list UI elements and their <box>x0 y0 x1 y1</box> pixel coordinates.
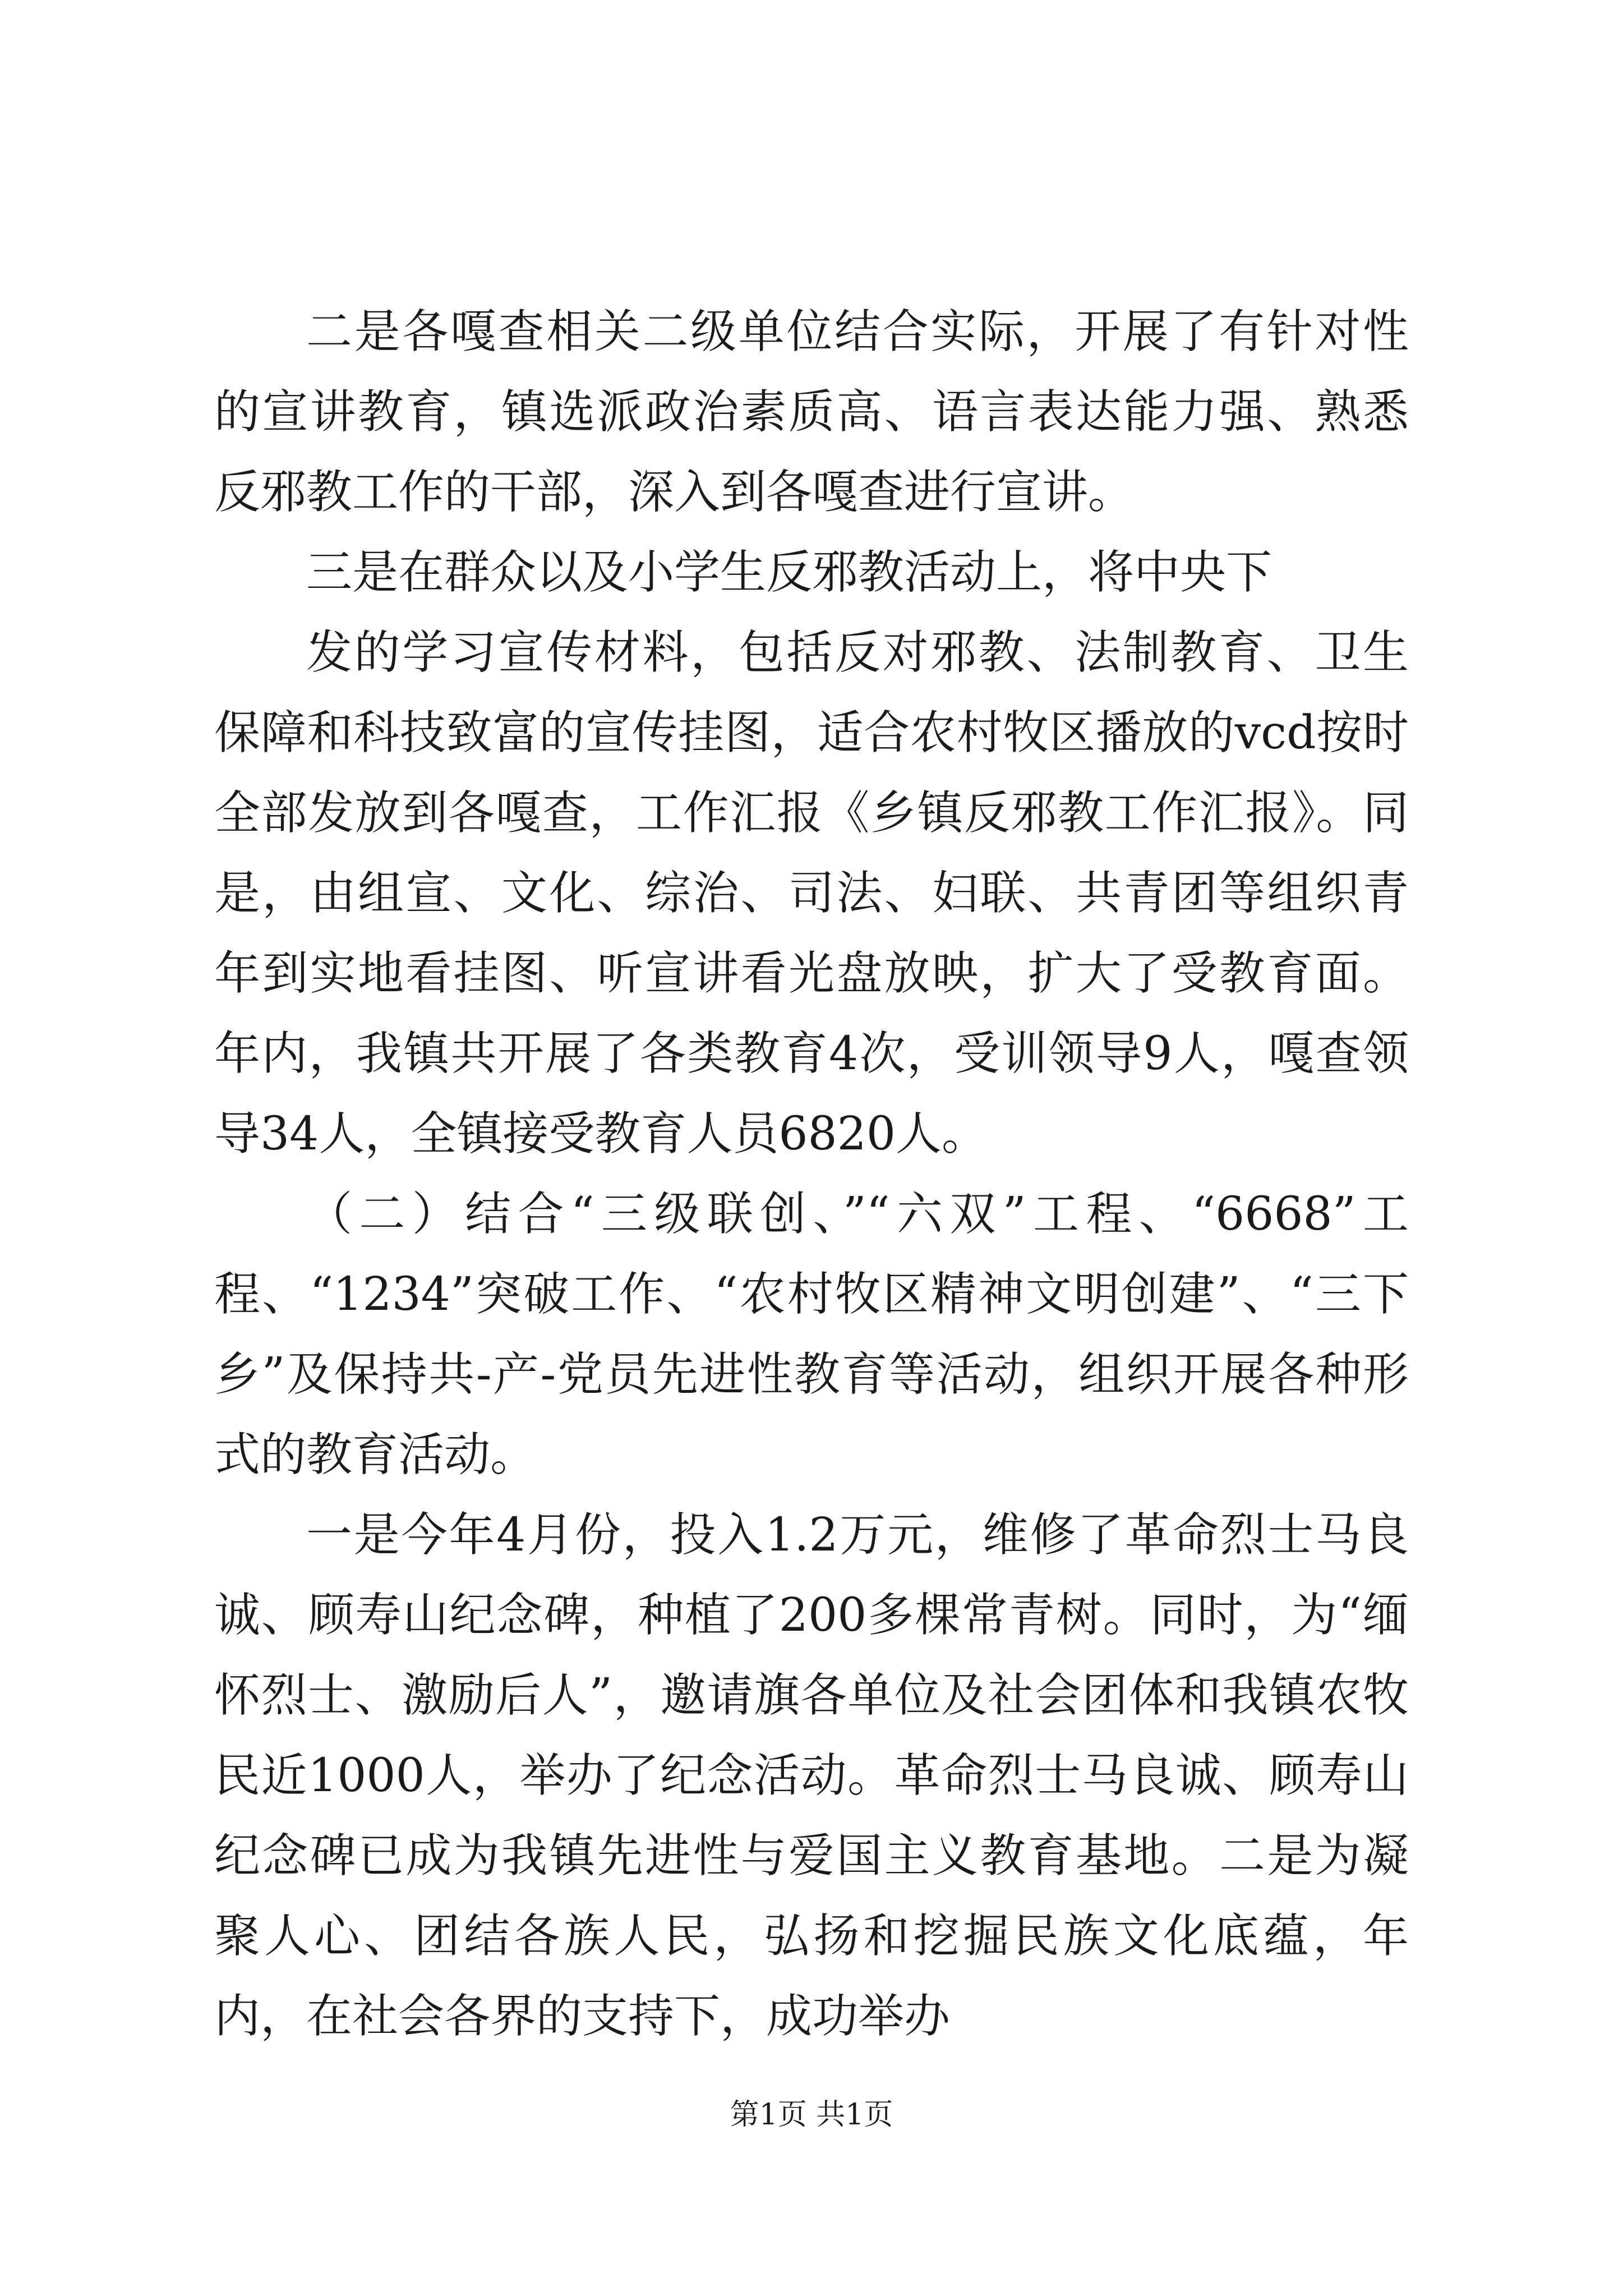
paragraph: 三是在群众以及小学生反邪教活动上，将中央下 <box>306 546 1272 599</box>
paragraph: （二）结合“三级联创、”“六双”工程、“6668”工程、“1234”突破工作、“农村牧区精神文明创建”、“三下乡”及保持共-产-党员先进性教育等活动，组织开展各种形式的教育活动。 <box>214 1188 1409 1481</box>
document-body <box>214 292 1409 2056</box>
paragraph: 发的学习宣传材料，包括反对邪教、法制教育、卫生保障和科技致富的宣传挂图，适合农村牧区播放的vcd按时全部发放到各嘎查，工作汇报《乡镇反邪教工作汇报》。同是，由组宣、文化、综治、司法、妇联、共青团等组织青年到实地看挂图、听宣讲看光盘放映，扩大了受教育面。年内，我镇共开展了各类教育4次，受训领导9人，嘎查领导34人，全镇接受教育人员6820人。 <box>214 626 1409 1161</box>
paragraph: 二是各嘎查相关二级单位结合实际，开展了有针对性的宣讲教育，镇选派政治素质高、语言表达能力强、熟悉反邪教工作的干部，深入到各嘎查进行宣讲。 <box>214 305 1409 519</box>
paragraph: 一是今年4月份，投入1.2万元，维修了革命烈士马良诚、顾寿山纪念碑，种植了200多棵常青树。同时，为“缅怀烈士、激励后人”，邀请旗各单位及社会团体和我镇农牧民近1000人，举办了纪念活动。革命烈士马良诚、顾寿山纪念碑已成为我镇先进性与爱国主义教育基地。二是为凝聚人心、团结各族人民，弘扬和挖掘民族文化底蕴，年内，在社会各界的支持下，成功举办 <box>214 1508 1409 2043</box>
page-footer: 第1页 共1页 <box>730 2098 893 2132</box>
